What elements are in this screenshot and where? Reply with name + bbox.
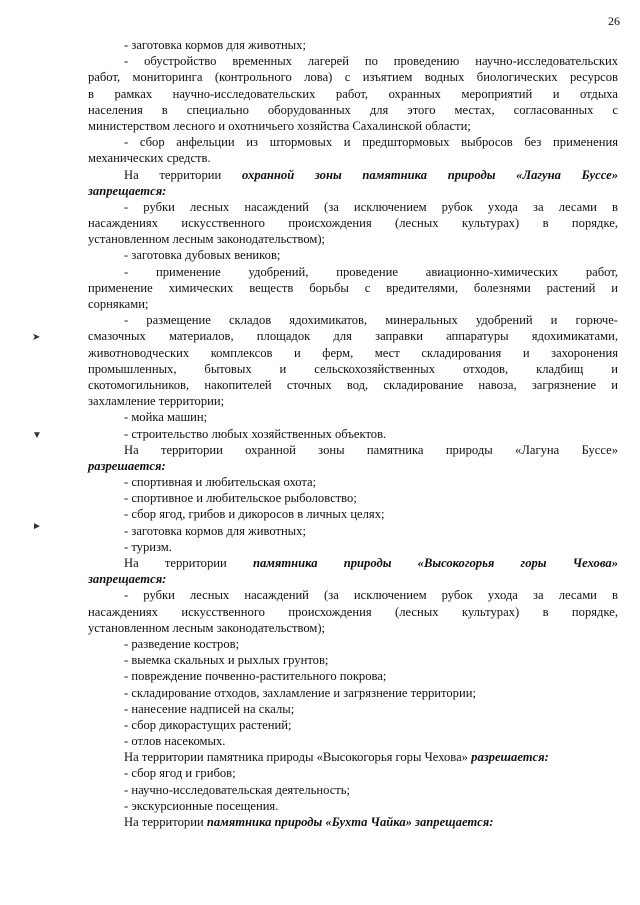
text-line <box>88 167 618 183</box>
margin-mark-icon: ► <box>32 521 42 532</box>
text-line: - размещение складов ядохимикатов, минеральных удобрений и горюче- <box>124 313 618 328</box>
text-span: На территории памятника природы «Высокогорья горы Чехова» <box>124 750 472 765</box>
text-line: насаждениях искусственного происхождения (лесных культурах) в порядке, <box>88 216 618 231</box>
text-line: - заготовка кормов для животных; <box>124 523 306 538</box>
text-line: населения в специально оборудованных для этого местах, согласованных с <box>88 102 618 117</box>
text-line: - строительство любых хозяйственных объектов. <box>124 426 387 441</box>
emphasis-text: памятника природы «Бухта Чайка» запрещается: <box>206 815 494 829</box>
text-line: - рубки лесных насаждений (за исключением рубок ухода за лесами в <box>124 199 618 214</box>
text-line <box>88 458 618 474</box>
emphasis-text: запрещается: <box>88 183 167 198</box>
text-line: - заготовка дубовых веников; <box>124 248 281 263</box>
document-body <box>88 37 618 830</box>
text-line: - спортивное и любительское рыболовство; <box>124 491 357 506</box>
text-line: скотомогильников, накопителей сточных вод, складирование навоза, загрязнение и <box>88 377 618 392</box>
text-line: животноводческих комплексов и ферм, мест складирования и захоронения <box>88 345 618 360</box>
text-line: установленном лесным законодательством); <box>88 232 326 247</box>
text-line: - экскурсионные посещения. <box>124 798 279 813</box>
text-line: - повреждение почвенно-растительного покрова; <box>124 669 387 684</box>
page-number: 26 <box>608 14 620 28</box>
text-span: На территории <box>124 815 207 829</box>
text-line: работ, мониторинга (контрольного лова) с изъятием водных биологических ресурсов <box>88 70 618 85</box>
text-line: промышленных, бытовых и сельскохозяйственных отходов, кладбищ и <box>88 361 618 376</box>
text-line <box>88 555 618 571</box>
text-line: - заготовка кормов для животных; <box>124 38 306 52</box>
text-span: На территории <box>124 556 253 570</box>
text-line: - сбор ягод, грибов и дикоросов в личных целях; <box>124 507 385 522</box>
text-line: - обустройство временных лагерей по проведению научно-исследовательских <box>124 54 618 69</box>
text-line: На территории охранной зоны памятника природы «Лагуна Буссе» <box>124 442 618 457</box>
text-line: - туризм. <box>124 539 172 554</box>
text-line: - применение удобрений, проведение авиационно-химических работ, <box>124 264 618 279</box>
margin-mark-icon: ➤ <box>32 332 41 343</box>
emphasis-text: разрешается: <box>88 458 166 473</box>
text-line: - научно-исследовательская деятельность; <box>124 782 351 797</box>
text-line: механических средств. <box>88 151 211 166</box>
text-line: - сбор ягод и грибов; <box>124 766 236 781</box>
text-line: смазочных материалов, площадок для заправки аппаратуры ядохимикатами, <box>88 329 618 344</box>
text-line <box>88 749 618 765</box>
emphasis-text: запрещается: <box>88 572 167 587</box>
emphasis-text: разрешается: <box>471 750 549 765</box>
text-line <box>88 183 618 199</box>
text-line: - сбор дикорастущих растений; <box>124 717 292 732</box>
text-line <box>88 571 618 587</box>
emphasis-text: охранной зоны памятника природы «Лагуна Буссе» <box>241 167 618 182</box>
text-line: - складирование отходов, захламление и загрязнение территории; <box>124 685 476 700</box>
text-line: - сбор анфельции из штормовых и предштормовых выбросов без применения <box>124 135 618 150</box>
text-line: - отлов насекомых. <box>124 734 226 749</box>
text-line: министерством лесного и охотничьего хозяйства Сахалинской области; <box>88 118 471 133</box>
margin-mark-icon: ▼ <box>32 430 42 441</box>
text-line <box>88 814 618 830</box>
text-line: - разведение костров; <box>124 636 240 651</box>
text-line: применение химических веществ борьбы с вредителями, болезнями растений и <box>88 280 618 295</box>
text-line: установленном лесным законодательством); <box>88 620 326 635</box>
text-line: - мойка машин; <box>124 410 208 425</box>
text-line: в рамках научно-исследовательских работ, охранных мероприятий и отдыха <box>88 86 618 101</box>
text-line: - спортивная и любительская охота; <box>124 475 317 490</box>
text-span: На территории <box>124 167 242 182</box>
text-line: - рубки лесных насаждений (за исключением рубок ухода за лесами в <box>124 588 618 603</box>
text-line: - нанесение надписей на скалы; <box>124 701 295 716</box>
text-line: сорняками; <box>88 297 149 311</box>
emphasis-text: памятника природы «Высокогорья горы Чехова» <box>252 556 618 570</box>
text-line: насаждениях искусственного происхождения (лесных культурах) в порядке, <box>88 604 618 619</box>
text-line: - выемка скальных и рыхлых грунтов; <box>124 653 329 668</box>
text-line: захламление территории; <box>88 394 225 409</box>
